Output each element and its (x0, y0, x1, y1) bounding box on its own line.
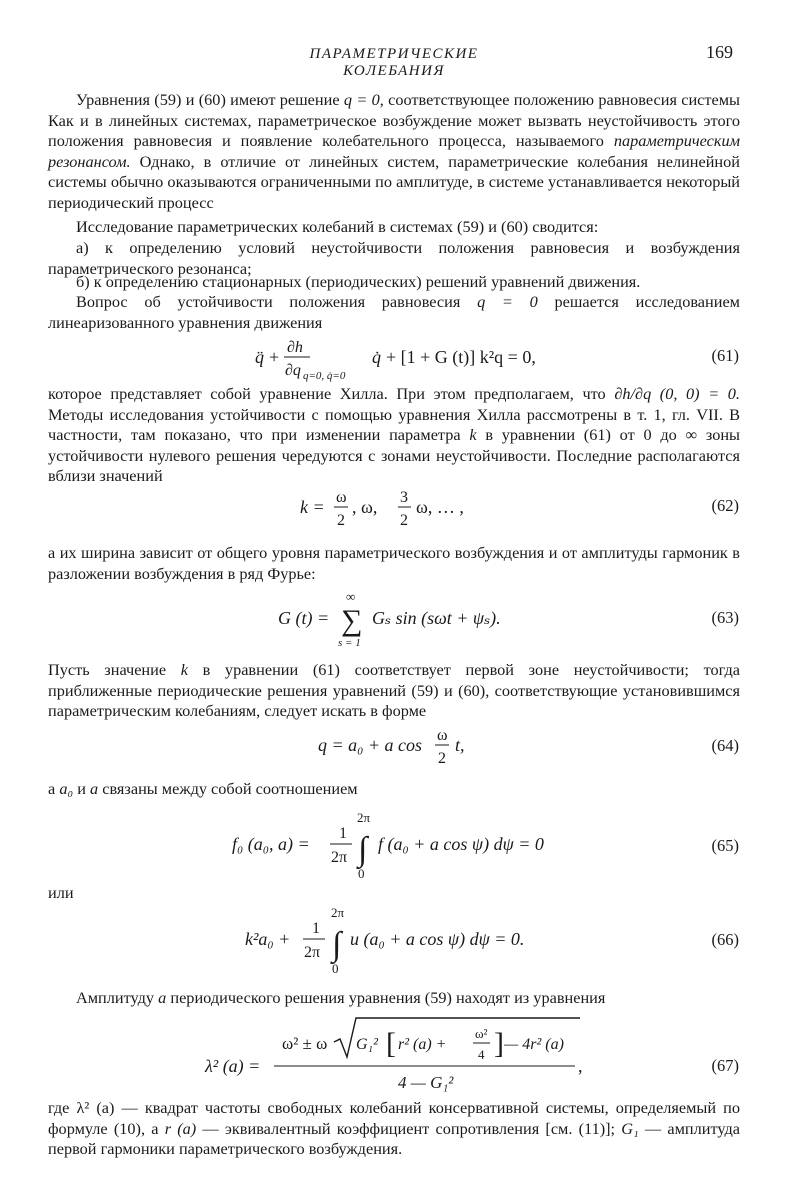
eq67-numerator-start: ω² ± ω (282, 1034, 328, 1053)
paragraph-amplitude: Амплитуду a периодического решения уравнения (59) находят из уравнения (76, 988, 606, 1007)
equation-number-66: (66) (711, 930, 739, 949)
eq67-lhs: λ² (a) = (205, 1056, 261, 1076)
eq61-plus: + (269, 347, 280, 367)
paragraph-hill: которое представляет собой уравнение Хилла. При этом предполагаем, что ∂h/∂q (0, 0) = 0. Методы исследования устойчивости с помощью уравнения Хилла рассмотрены в т. 1, гл. VII. В частности, там показано, что при изменении параметра k в уравнении (61) от 0 до ∞ зоны устойчивости нулевого решения чередуются с зонами неустойчивости. Последние располагаются вблизи значений (48, 384, 740, 485)
paragraph-intro: Уравнения (59) и (60) имеют решение q = 0, соответствующее положению равновесия системы Как и в линейных системах, параметрическое возбуждение может вызвать неустойчивость этого положения равновесия и появление колебательного процесса, называемого параметрическим резонансом. Однако, в отличие от линейных систем, параметрические колебания нелинейной системы обычно оказываются ограниченными по амплитуде, в системе устанавливается некоторый периодический процесс (48, 90, 740, 212)
equation-number-63: (63) (711, 608, 739, 627)
eq61-dq: ∂q (285, 362, 301, 379)
eq63-lhs: G (t) = (278, 608, 330, 628)
equation-number-61: (61) (711, 346, 739, 365)
eq62-omega: ω (336, 489, 347, 506)
eq61-q-ddot: q̈ (255, 347, 264, 367)
equation-number-62: (62) (711, 496, 739, 515)
eq62-three: 3 (400, 489, 408, 506)
list-item-b: б) к определению стационарных (периодических) решений уравнений движения. (76, 272, 641, 291)
equation-66 (0, 902, 796, 978)
eq65-lhs: f₀ (a₀, a) = (232, 834, 310, 854)
eq63-lower: s = 1 (338, 637, 361, 649)
equation-63 (0, 588, 796, 650)
eq67-bracket-close: ] (494, 1027, 504, 1060)
equation-67 (0, 1012, 796, 1092)
equation-65 (0, 808, 796, 884)
paragraph-first-zone: Пусть значение k в уравнении (61) соответствует первой зоне неустойчивости; тогда приближенные периодические решения уравнений (59) и (60), соответствующие установившимся параметрическим колебаниям, следует искать в форме (48, 660, 740, 720)
equation-number-65: (65) (711, 836, 739, 855)
eq61-subscript: q=0, q̇=0 (303, 370, 346, 382)
eq67-four: 4 (478, 1047, 485, 1062)
eq61-dh: ∂h (287, 339, 303, 356)
paragraph-research: Исследование параметрических колебаний в системах (59) и (60) сводится: (76, 217, 599, 236)
eq63-upper: ∞ (346, 589, 356, 604)
eq62-tail: ω, … , (416, 497, 464, 517)
eq64-two: 2 (438, 750, 446, 767)
eq61-q-dot: q̇ (372, 347, 381, 367)
eq67-g1sq: G₁² (356, 1036, 378, 1053)
eq66-one: 1 (312, 920, 320, 937)
eq63-sigma: ∑ (341, 604, 363, 637)
eq63-rhs: Gₛ sin (sωt + ψₛ). (372, 608, 501, 628)
eq66-upper: 2π (331, 905, 345, 920)
page-number: 169 (706, 42, 733, 62)
eq65-integral: ∫ (358, 831, 368, 868)
eq67-comma: , (578, 1056, 583, 1076)
paragraph-definitions: где λ² (a) — квадрат частоты свободных колебаний консервативной системы, определяемый по формуле (10), а r (a) — эквивалентный коэффициент сопротивления [см. (11)]; G₁ — амплитуда первой гармоники параметрического возбуждения. (48, 1098, 741, 1158)
term-parametric-resonance: параметрическим резонансом. (48, 131, 740, 171)
equation-number-67: (67) (711, 1056, 739, 1075)
paragraph-or: или (48, 883, 74, 902)
eq62-two-b: 2 (400, 512, 408, 529)
eq65-lower: 0 (358, 866, 365, 881)
eq62-lhs: k = (300, 497, 325, 517)
eq66-rhs: u (a₀ + a cos ψ) dψ = 0. (350, 929, 525, 949)
equation-62 (0, 482, 796, 542)
eq62-two: 2 (337, 512, 345, 529)
eq61-rest: + [1 + G (t)] k²q = 0, (386, 347, 536, 367)
eq65-one: 1 (339, 825, 347, 842)
eq67-omega2: ω² (475, 1026, 488, 1041)
equation-64 (0, 718, 796, 778)
eq65-upper: 2π (357, 810, 371, 825)
eq66-lhs: k²a₀ + (245, 929, 291, 949)
list-item-a: а) к определению условий неустойчивости положения равновесия и возбуждения параметрического резонанса; (48, 238, 740, 278)
equation-number-64: (64) (711, 736, 739, 755)
eq66-twopi: 2π (304, 944, 321, 961)
eq67-denominator: 4 — G₁² (398, 1073, 454, 1092)
eq65-twopi: 2π (331, 849, 348, 866)
running-head: ПАРАМЕТРИЧЕСКИЕ КОЛЕБАНИЯ (309, 46, 479, 79)
eq67-minus: — 4r² (a) (504, 1036, 564, 1053)
paragraph-stability: Вопрос об устойчивости положения равновесия q = 0 решается исследованием линеаризованного уравнения движения (48, 292, 740, 332)
eq67-inner: r² (a) + (398, 1036, 447, 1053)
eq67-bracket-open: [ (386, 1027, 396, 1060)
eq66-lower: 0 (332, 961, 339, 976)
eq64-omega: ω (437, 727, 448, 744)
eq65-rhs: f (a₀ + a cos ψ) dψ = 0 (378, 834, 544, 854)
eq66-integral: ∫ (332, 926, 342, 963)
eq62-mid: , ω, (352, 497, 378, 517)
paragraph-params: a a₀ и a связаны между собой соотношением (48, 779, 358, 798)
eq64-lhs: q = a₀ + a cos (318, 735, 423, 755)
paragraph-width: а их ширина зависит от общего уровня параметрического возбуждения и от амплитуды гармоник в разложении возбуждения в ряд Фурье: (48, 543, 740, 583)
equation-61 (0, 332, 796, 392)
eq64-t: t, (455, 735, 465, 755)
